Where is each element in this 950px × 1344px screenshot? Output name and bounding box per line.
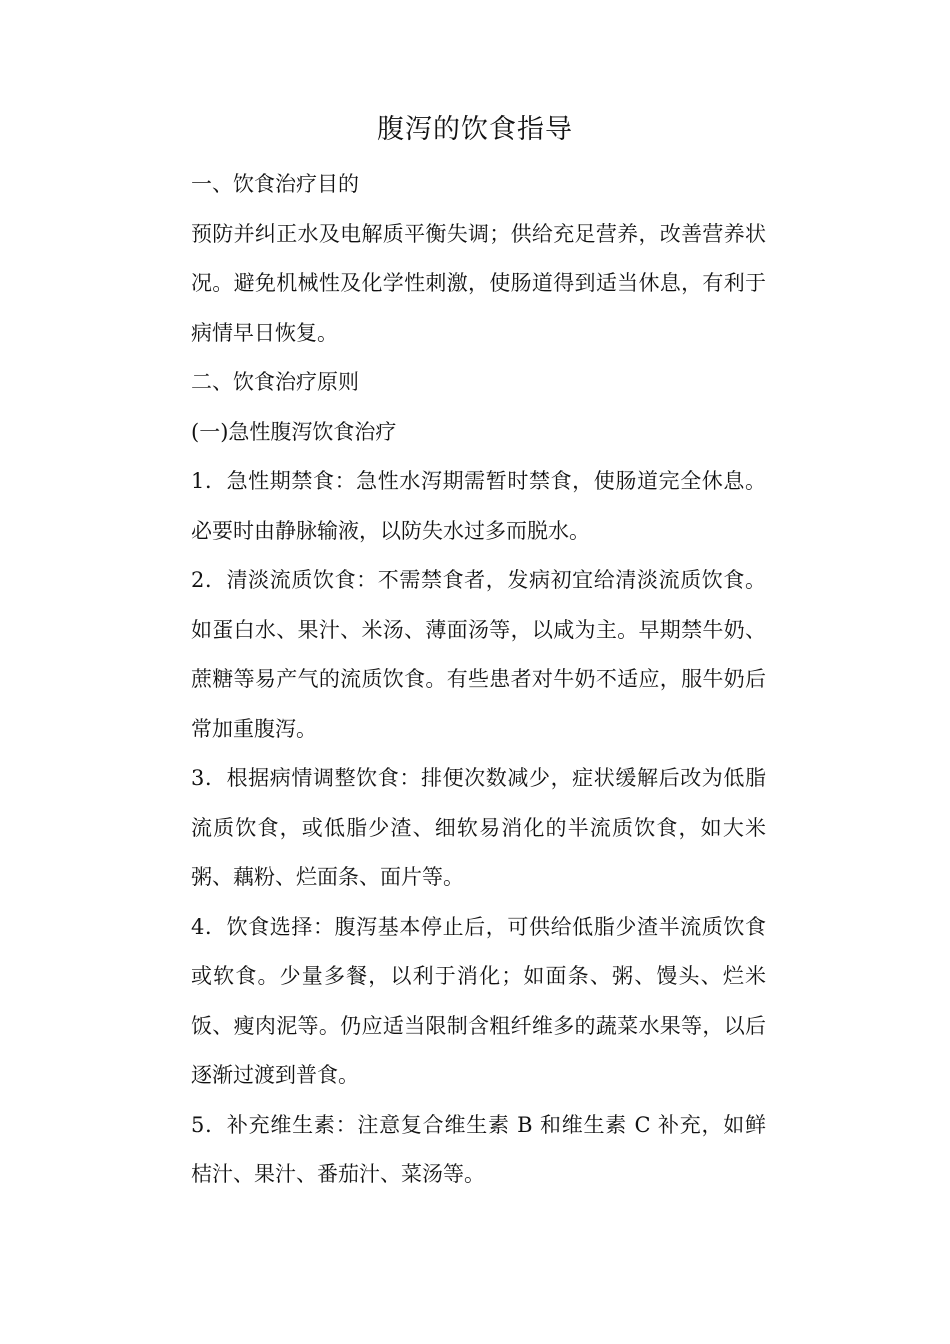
document-title: 腹泻的饮食指导 [377, 114, 573, 145]
list-item-paragraph: 1．急性期禁食：急性水泻期需暂时禁食，使肠道完全休息。必要时由静脉输液，以防失水过多而脱水。 [191, 469, 766, 543]
list-item-paragraph: 3．根据病情调整饮食：排便次数减少，症状缓解后改为低脂流质饮食，或低脂少渣、细软易消化的半流质饮食，如大米粥、藕粉、烂面条、面片等。 [191, 766, 766, 889]
section-heading: 一、饮食治疗目的 [191, 172, 359, 196]
section-heading: 二、饮食治疗原则 [191, 370, 359, 394]
list-item-paragraph: 2．清淡流质饮食：不需禁食者，发病初宜给清淡流质饮食。如蛋白水、果汁、米汤、薄面汤等，以咸为主。早期禁牛奶、蔗糖等易产气的流质饮食。有些患者对牛奶不适应，服牛奶后常加重腹泻。 [191, 568, 766, 741]
subsection-heading: (一)急性腹泻饮食治疗 [191, 419, 397, 444]
document-body [191, 160, 766, 1200]
list-item-paragraph: 4．饮食选择：腹泻基本停止后，可供给低脂少渣半流质饮食或软食。少量多餐，以利于消化；如面条、粥、馒头、烂米饭、瘦肉泥等。仍应适当限制含粗纤维多的蔬菜水果等，以后逐渐过渡到普食。 [191, 914, 766, 1087]
list-item-paragraph: 5．补充维生素：注意复合维生素 B 和维生素 C 补充，如鲜桔汁、果汁、番茄汁、菜汤等。 [191, 1112, 766, 1186]
body-paragraph: 预防并纠正水及电解质平衡失调；供给充足营养，改善营养状况。避免机械性及化学性刺激，使肠道得到适当休息，有利于病情早日恢复。 [191, 221, 766, 345]
